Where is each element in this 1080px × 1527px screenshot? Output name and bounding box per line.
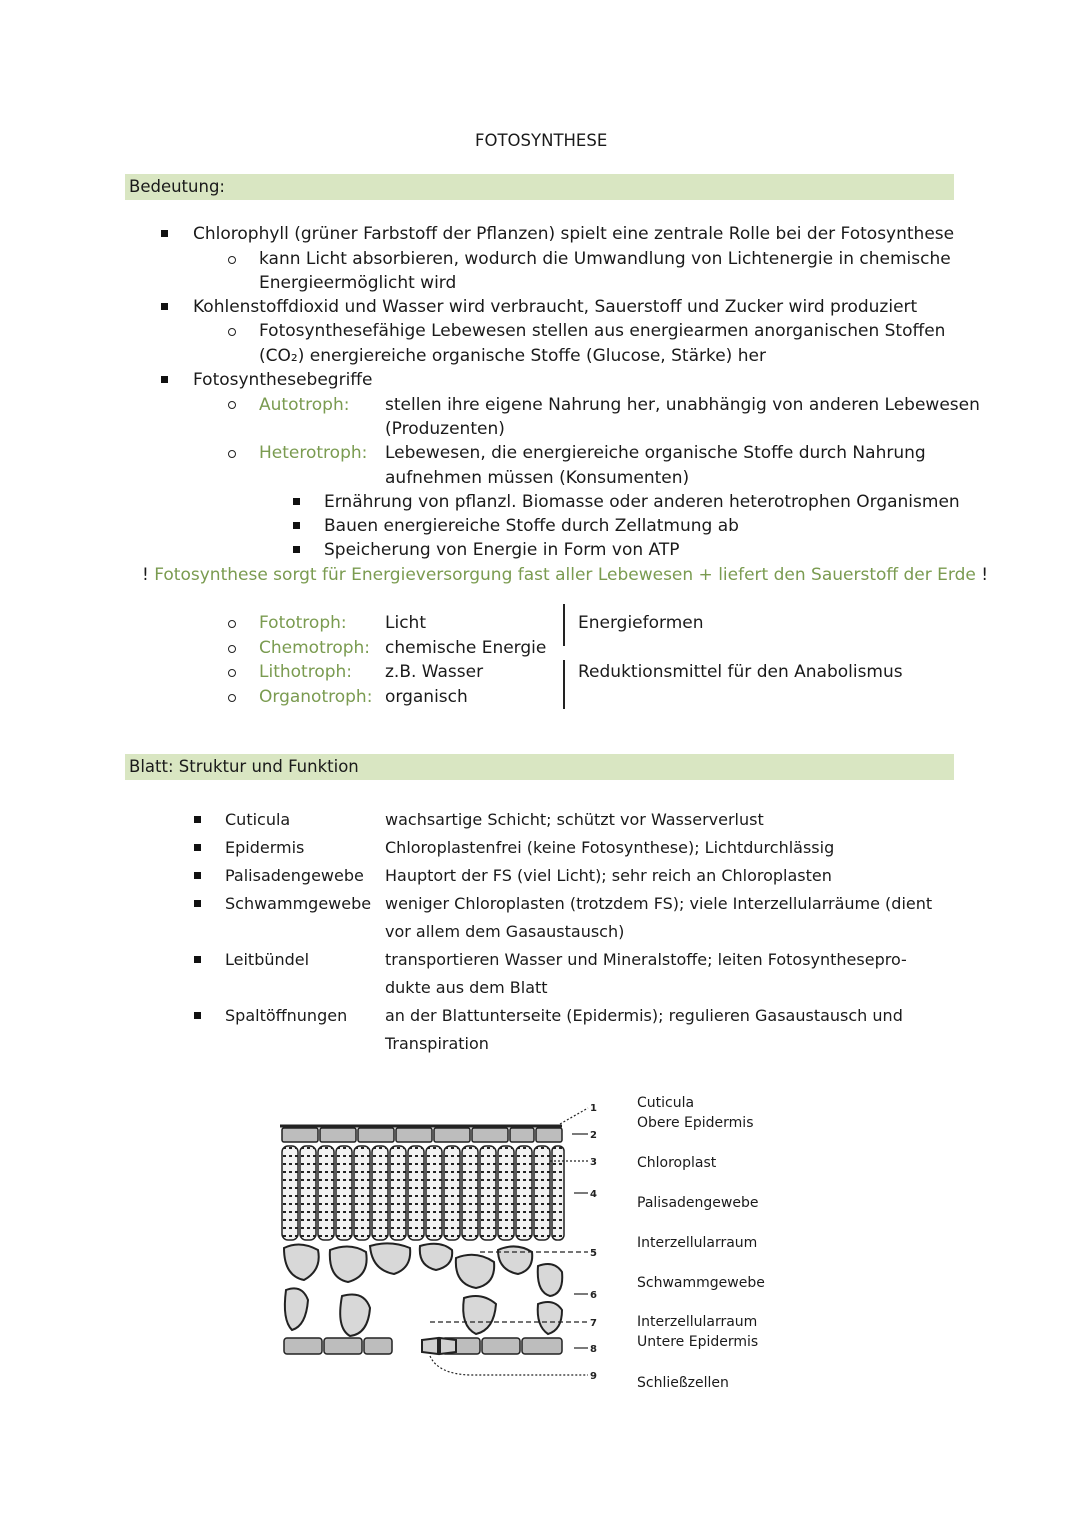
note-mark-open: ! (142, 565, 149, 585)
bullet-square (293, 498, 300, 505)
leaf-definition-cont: Transpiration (385, 1034, 489, 1053)
bullet-circle (228, 669, 236, 677)
leaf-definition-cont: vor allem dem Gasaustausch) (385, 922, 625, 941)
definition-text: Lebewesen, die energiereiche organische Stoffe durch Nahrung (385, 443, 926, 463)
diagram-label: Schwammgewebe (637, 1275, 765, 1291)
term-organotroph: Organotroph: (259, 687, 373, 707)
sub-bullet-text: Fotosynthesefähige Lebewesen stellen aus energiearmen anorganischen Stoffen (259, 321, 946, 341)
guard-cells (422, 1338, 456, 1354)
page-title: FOTOSYNTHESE (475, 131, 608, 150)
diagram-number: 5 (590, 1248, 597, 1259)
bullet-circle (228, 620, 236, 628)
section-heading-blatt: Blatt: Struktur und Funktion (125, 754, 954, 780)
definition-text: stellen ihre eigene Nahrung her, unabhängig von anderen Lebewesen (385, 395, 980, 415)
diagram-label: Palisadengewebe (637, 1195, 759, 1211)
list-item: Bauen energiereiche Stoffe durch Zellatmung ab (324, 516, 739, 536)
leaf-term: Leitbündel (225, 950, 310, 969)
diagram-label: Obere Epidermis (637, 1115, 754, 1131)
bullet-square (194, 900, 201, 907)
diagram-number: 1 (590, 1103, 597, 1114)
sub-bullet-text-cont: Energieermöglicht wird (259, 273, 457, 293)
troph-group-label: Energieformen (578, 613, 704, 633)
bullet-square (194, 816, 201, 823)
list-item: Speicherung von Energie in Form von ATP (324, 540, 680, 560)
note-mark-close: ! (981, 565, 989, 585)
diagram-label: Interzellularraum (637, 1235, 758, 1251)
bullet-square (293, 546, 300, 553)
diagram-label: Schließzellen (637, 1375, 729, 1391)
sub-bullet-text: kann Licht absorbieren, wodurch die Umwandlung von Lichtenergie in chemische (259, 249, 951, 269)
bullet-text: Kohlenstoffdioxid und Wasser wird verbraucht, Sauerstoff und Zucker wird produziert (193, 297, 918, 317)
definition-text-cont: (Produzenten) (385, 419, 505, 439)
leaf-term: Spaltöffnungen (225, 1006, 348, 1025)
leaf-term: Palisadengewebe (225, 866, 364, 885)
leaf-definition: Chloroplastenfrei (keine Fotosynthese); Lichtdurchlässig (385, 838, 835, 857)
bullet-square (194, 844, 201, 851)
diagram-label: Cuticula (637, 1095, 695, 1111)
bullet-circle (228, 694, 236, 702)
leaf-definition: weniger Chloroplasten (trotzdem FS); viele Interzellularräume (dient (385, 894, 933, 913)
term-fototroph: Fototroph: (259, 613, 347, 633)
section-heading-bedeutung: Bedeutung: (125, 174, 954, 200)
term-autotroph: Autotroph: (259, 395, 350, 415)
term-lithotroph: Lithotroph: (259, 662, 353, 682)
diagram-number: 6 (590, 1290, 597, 1301)
diagram-number: 8 (590, 1344, 597, 1355)
troph-value: chemische Energie (385, 638, 547, 658)
bullet-square (161, 303, 168, 310)
leaf-cross-section-diagram (270, 1090, 610, 1390)
group-bracket-line (563, 660, 565, 709)
leaf-definition: transportieren Wasser und Mineralstoffe; leiten Fotosynthesepro- (385, 950, 907, 969)
diagram-number: 2 (590, 1130, 597, 1141)
bullet-circle (228, 401, 236, 409)
diagram-label: Interzellularraum (637, 1314, 758, 1330)
bullet-square (161, 376, 168, 383)
troph-group-label: Reduktionsmittel für den Anabolismus (578, 662, 903, 682)
note-line (142, 563, 988, 587)
leaf-definition: Hauptort der FS (viel Licht); sehr reich an Chloroplasten (385, 866, 832, 885)
bullet-text: Chlorophyll (grüner Farbstoff der Pflanzen) spielt eine zentrale Rolle bei der Fotosynthese (193, 224, 955, 244)
group-bracket-line (563, 604, 565, 646)
troph-value: Licht (385, 613, 426, 633)
leaf-definition: an der Blattunterseite (Epidermis); regulieren Gasaustausch und (385, 1006, 903, 1025)
sub-bullet-text-cont: (CO₂) energiereiche organische Stoffe (Glucose, Stärke) her (259, 346, 766, 366)
bullet-square (194, 1012, 201, 1019)
palisade-tissue (282, 1146, 564, 1240)
leaf-term: Schwammgewebe (225, 894, 372, 913)
term-chemotroph: Chemotroph: (259, 638, 371, 658)
bullet-circle (228, 256, 236, 264)
list-item: Ernährung von pflanzl. Biomasse oder anderen heterotrophen Organismen (324, 492, 960, 512)
leaf-definition: wachsartige Schicht; schützt vor Wasserverlust (385, 810, 764, 829)
leaf-term: Epidermis (225, 838, 305, 857)
note-text: Fotosynthese sorgt für Energieversorgung fast aller Lebewesen + liefert den Sauerstoff der Erde (154, 565, 976, 585)
diagram-label: Chloroplast (637, 1155, 717, 1171)
bullet-circle (228, 450, 236, 458)
diagram-number: 3 (590, 1157, 597, 1168)
diagram-label: Untere Epidermis (637, 1334, 759, 1350)
bullet-square (194, 956, 201, 963)
upper-epidermis (282, 1128, 562, 1142)
bullet-square (161, 230, 168, 237)
bullet-text: Fotosynthesebegriffe (193, 370, 373, 390)
bullet-circle (228, 645, 236, 653)
definition-text-cont: aufnehmen müssen (Konsumenten) (385, 468, 690, 488)
leaf-definition-cont: dukte aus dem Blatt (385, 978, 548, 997)
term-heterotroph: Heterotroph: (259, 443, 368, 463)
bullet-circle (228, 328, 236, 336)
troph-value: organisch (385, 687, 468, 707)
bullet-square (194, 872, 201, 879)
leaf-term: Cuticula (225, 810, 291, 829)
diagram-number: 4 (590, 1189, 597, 1200)
troph-value: z.B. Wasser (385, 662, 484, 682)
diagram-number: 9 (590, 1371, 597, 1382)
diagram-number: 7 (590, 1318, 597, 1329)
bullet-square (293, 522, 300, 529)
